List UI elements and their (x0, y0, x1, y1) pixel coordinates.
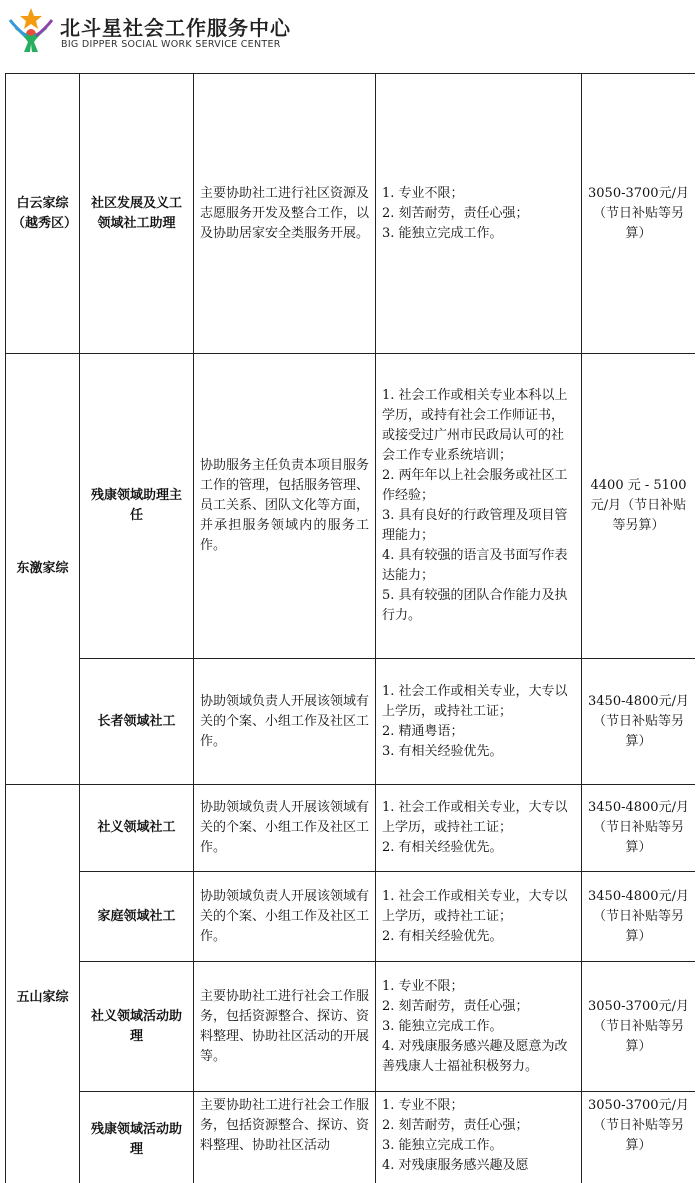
table-row (6, 74, 696, 354)
star-figure-logo-icon (6, 6, 56, 56)
requirements (376, 785, 582, 872)
requirements (376, 74, 582, 354)
table-row (6, 354, 696, 659)
salary: 3050-3700元/月（节日补贴等另算） (582, 962, 696, 1092)
duties: 协助领域负责人开展该领域有关的个案、小组工作及社区工作。 (194, 785, 376, 872)
requirement-item: 3. 能独立完成工作。 (382, 225, 503, 241)
table-row (6, 872, 696, 962)
requirement-item: 4. 具有较强的语言及书面写作表达能力； (382, 548, 568, 583)
requirements (376, 962, 582, 1092)
salary: 3450-4800元/月（节日补贴等另算） (582, 659, 696, 785)
center-name: 五山家综 (6, 785, 80, 1183)
requirements (376, 1092, 582, 1183)
requirement-item: 2. 刻苦耐劳，责任心强； (382, 205, 529, 221)
requirement-item: 2. 刻苦耐劳，责任心强； (382, 998, 529, 1014)
requirements (376, 354, 582, 659)
table-row (6, 1092, 696, 1183)
job-table (5, 73, 695, 1183)
duties: 协助领域负责人开展该领域有关的个案、小组工作及社区工作。 (194, 872, 376, 962)
org-name-en: BIG DIPPER SOCIAL WORK SERVICE CENTER (61, 39, 281, 50)
job-table-wrapper (5, 73, 695, 1183)
position-name: 家庭领域社工 (80, 872, 194, 962)
requirement-item: 3. 有相关经验优先。 (382, 743, 503, 759)
requirement-item: 2. 有相关经验优先。 (382, 928, 503, 944)
requirement-item: 2. 精通粤语； (382, 723, 464, 739)
requirement-item: 1. 专业不限； (382, 978, 464, 994)
requirement-item: 3. 具有良好的行政管理及项目管理能力； (382, 508, 568, 543)
position-name: 社义领域社工 (80, 785, 194, 872)
page-header (0, 0, 700, 70)
duties: 主要协助社工进行社区资源及志愿服务开发及整合工作，以及协助居家安全类服务开展。 (194, 74, 376, 354)
requirement-item: 3. 能独立完成工作。 (382, 1138, 503, 1153)
requirement-item: 4. 对残康服务感兴趣及愿 (382, 1158, 529, 1173)
duties: 主要协助社工进行社会工作服务，包括资源整合、探访、资料整理、协助社区活动的开展等。 (194, 962, 376, 1092)
position-name: 残康领域助理主任 (80, 354, 194, 659)
requirement-item: 2. 刻苦耐劳，责任心强； (382, 1118, 529, 1133)
requirements (376, 872, 582, 962)
requirements (376, 659, 582, 785)
requirement-item: 5. 具有较强的团队合作能力及执行力。 (382, 588, 568, 623)
position-name: 社区发展及义工领域社工助理 (80, 74, 194, 354)
requirement-item: 1. 社会工作或相关专业，大专以上学历，或持社工证； (382, 800, 568, 835)
requirement-item: 1. 社会工作或相关专业，大专以上学历，或持社工证； (382, 683, 568, 719)
org-name-cn: 北斗星社会工作服务中心 (60, 16, 291, 40)
duties: 协助领域负责人开展该领域有关的个案、小组工作及社区工作。 (194, 659, 376, 785)
salary: 3450-4800元/月（节日补贴等另算） (582, 872, 696, 962)
requirement-item: 1. 专业不限； (382, 185, 464, 201)
requirement-item: 1. 社会工作或相关专业，大专以上学历，或持社工证； (382, 888, 568, 924)
requirement-item: 2. 有相关经验优先。 (382, 840, 503, 855)
salary: 3050-3700元/月（节日补贴等另算） (582, 74, 696, 354)
requirement-item: 1. 专业不限； (382, 1098, 464, 1113)
requirement-item: 2. 两年年以上社会服务或社区工作经验； (382, 468, 568, 503)
requirement-item: 4. 对残康服务感兴趣及愿意为改善残康人士福祉积极努力。 (382, 1038, 568, 1074)
center-name: 东激家综 (6, 354, 80, 785)
position-name: 社义领域活动助理 (80, 962, 194, 1092)
salary: 4400 元 - 5100 元/月（节日补贴等另算） (582, 354, 696, 659)
salary: 3450-4800元/月（节日补贴等另算） (582, 785, 696, 872)
requirement-item: 3. 能独立完成工作。 (382, 1018, 503, 1034)
requirement-item: 1. 社会工作或相关专业本科以上学历，或持有社会工作师证书，或接受过广州市民政局认可的社会工作专业系统培训； (382, 388, 568, 463)
center-name: 白云家综（越秀区） (6, 74, 80, 354)
position-name: 残康领域活动助理 (80, 1092, 194, 1183)
table-row (6, 785, 696, 872)
position-name: 长者领域社工 (80, 659, 194, 785)
duties: 协助服务主任负责本项目服务工作的管理，包括服务管理、员工关系、团队文化等方面，并承担服务领域内的服务工作。 (194, 354, 376, 659)
table-row (6, 962, 696, 1092)
duties: 主要协助社工进行社会工作服务，包括资源整合、探访、资料整理、协助社区活动 (194, 1092, 376, 1183)
salary: 3050-3700元/月（节日补贴等另算） (582, 1092, 696, 1183)
table-row (6, 659, 696, 785)
